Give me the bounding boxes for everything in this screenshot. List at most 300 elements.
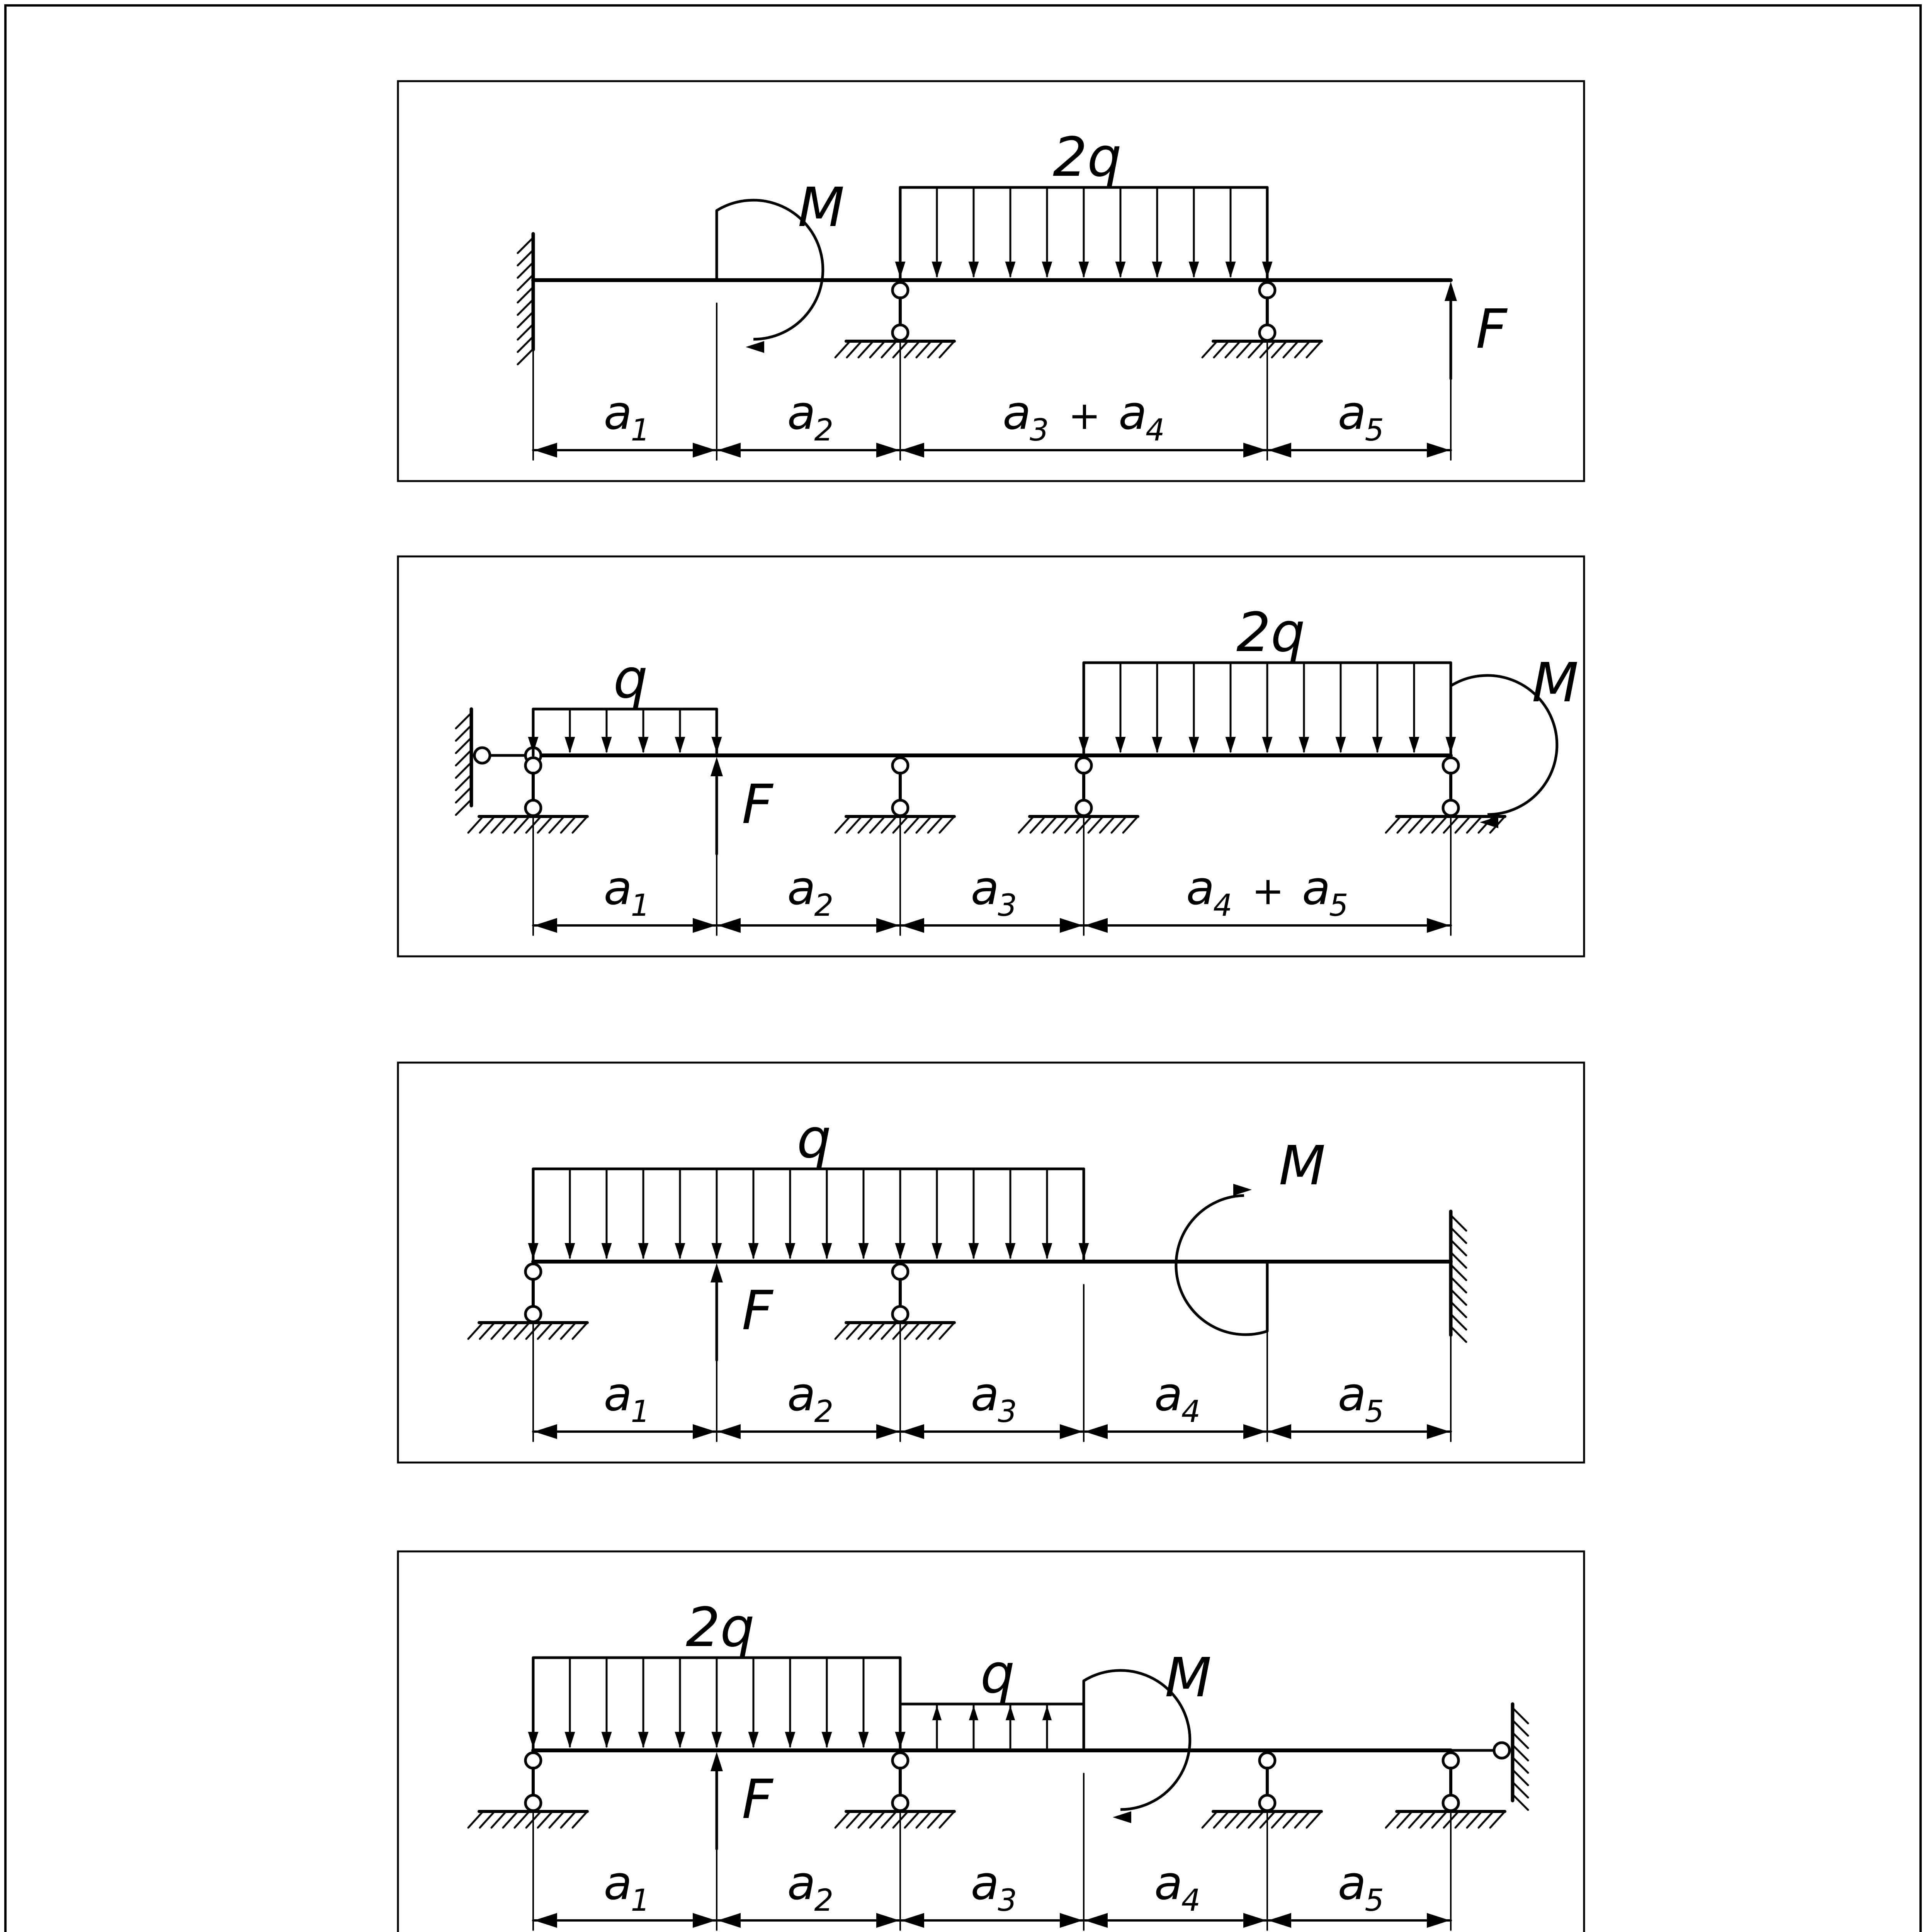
beam-panel-4 [398, 1551, 1584, 1932]
hatch-stroke [491, 1811, 506, 1828]
wall-hatch [518, 312, 533, 327]
arrow-head [602, 737, 612, 753]
arrow-head [1243, 1424, 1266, 1439]
span-index: 3 [998, 1883, 1017, 1918]
force-F [711, 1263, 774, 1360]
arrow-head [712, 1243, 722, 1259]
span-letter: a [603, 386, 632, 440]
support-bottom-hinge [1443, 1795, 1459, 1811]
arrow-head [602, 1732, 612, 1748]
arrow-head [1042, 262, 1052, 278]
force-label: F [742, 773, 773, 836]
arrow-head [712, 1732, 722, 1748]
hatch-stroke [549, 1811, 564, 1828]
wall-hatch [1513, 1745, 1528, 1760]
dimension-line [533, 386, 1451, 457]
arrow-head [932, 262, 942, 278]
support-top-hinge [892, 282, 908, 298]
span-index: 5 [1365, 1883, 1384, 1918]
hatch-stroke [835, 1323, 850, 1339]
span-label [604, 1368, 650, 1429]
hatch-stroke [916, 1811, 931, 1828]
hatch-stroke [882, 341, 896, 357]
hatch-stroke [1479, 1811, 1493, 1828]
arrow-head [1409, 737, 1419, 753]
wall-hatch [1451, 1289, 1466, 1305]
hatch-stroke [916, 1323, 931, 1339]
hatch-stroke [1432, 1811, 1447, 1828]
hatch-stroke [538, 1811, 552, 1828]
wall-hatch [1513, 1794, 1528, 1810]
moment-M [1084, 1646, 1212, 1823]
arrow-head [565, 1732, 575, 1748]
arrow-head [717, 918, 741, 933]
support-top-hinge [1443, 1753, 1459, 1768]
span-letter: a [1186, 862, 1215, 915]
hatch-stroke [858, 816, 873, 833]
support-bottom-hinge [525, 800, 541, 816]
arrow-head [1427, 918, 1450, 933]
span-letter: a [971, 862, 1000, 915]
arrow-head [693, 918, 716, 933]
hatch-stroke [940, 341, 954, 357]
hatch-stroke [1455, 816, 1470, 833]
span-letter: a [603, 1857, 632, 1910]
hatch-stroke [870, 341, 885, 357]
span-letter: a [603, 1368, 632, 1422]
arrow-head [876, 1424, 899, 1439]
wall-hatch [518, 324, 533, 340]
arrow-head [1060, 1913, 1083, 1928]
span-letter: a [1119, 386, 1147, 440]
arrow-head [1115, 262, 1126, 278]
hatch-stroke [480, 816, 495, 833]
hatch-stroke [870, 816, 885, 833]
arrow-head [1299, 737, 1309, 753]
hatch-stroke [1054, 816, 1068, 833]
hatch-stroke [916, 816, 931, 833]
wall-hatch [518, 262, 533, 278]
span-index: 1 [631, 1883, 650, 1918]
hinged-support [835, 282, 954, 357]
arrow-head [1243, 1913, 1266, 1928]
wall-hatch [518, 275, 533, 290]
hatch-stroke [1042, 816, 1057, 833]
arrow-head [1113, 1811, 1131, 1823]
hatch-stroke [573, 816, 587, 833]
arrow-head [717, 1424, 741, 1439]
hinged-support [1386, 1753, 1505, 1828]
arrow-head [1268, 1913, 1291, 1928]
arrow-head [1060, 918, 1083, 933]
arrow-head [534, 443, 557, 457]
hatch-stroke [1421, 1811, 1435, 1828]
hatch-stroke [940, 1323, 954, 1339]
span-index: 4 [1181, 1395, 1201, 1429]
arrow-head [1243, 443, 1266, 457]
span-index: 1 [631, 888, 650, 923]
arrow-head [1079, 737, 1089, 753]
arrow-head [1079, 1243, 1089, 1259]
force-label: F [742, 1768, 773, 1831]
hatch-stroke [503, 1811, 518, 1828]
arrow-head [901, 443, 924, 457]
span-label [787, 862, 834, 923]
span-index: 1 [631, 1395, 650, 1429]
span-index: 1 [631, 413, 650, 448]
arrow-head [746, 341, 764, 353]
load-label: 2q [1236, 601, 1305, 664]
arrow-head [1085, 1424, 1108, 1439]
arrow-head [675, 737, 685, 753]
hatch-stroke [928, 816, 943, 833]
wall-hatch [1513, 1733, 1528, 1748]
moment-label: M [1532, 651, 1579, 714]
span-label [971, 1368, 1017, 1429]
dimension-line [533, 1368, 1451, 1439]
hatch-stroke [1249, 341, 1263, 357]
link-hinge [1494, 1743, 1510, 1758]
hatch-stroke [882, 816, 896, 833]
arrow-head [693, 1913, 716, 1928]
distributed-load [528, 648, 722, 755]
hatch-stroke [1202, 341, 1217, 357]
beam-panel-3 [398, 1063, 1584, 1463]
hatch-stroke [491, 816, 506, 833]
distributed-load [528, 1107, 1089, 1262]
span-label [1338, 1368, 1384, 1429]
arrow-head [528, 1732, 539, 1748]
hatch-stroke [1214, 341, 1229, 357]
span-plus: + [1252, 868, 1284, 913]
hatch-stroke [561, 1323, 576, 1339]
hatch-stroke [549, 1323, 564, 1339]
hatch-stroke [480, 1323, 495, 1339]
span-label [604, 1857, 650, 1918]
arrow-head [785, 1732, 796, 1748]
arrow-head [1427, 1424, 1450, 1439]
hatch-stroke [468, 1323, 483, 1339]
wall-hatch [1451, 1252, 1466, 1268]
support-bottom-hinge [892, 325, 908, 340]
wall-hatch [1451, 1265, 1466, 1280]
hatch-stroke [538, 1323, 552, 1339]
wall-hatch [456, 787, 471, 803]
wall-hatch [518, 250, 533, 265]
arrow-head [969, 262, 979, 278]
support-top-hinge [892, 758, 908, 773]
dimension-line [533, 862, 1451, 933]
hatch-stroke [1409, 1811, 1424, 1828]
span-index: 4 [1146, 413, 1165, 448]
span-letter: a [1154, 1857, 1183, 1910]
span-label [1003, 386, 1165, 448]
force-label: F [742, 1279, 773, 1342]
arrow-head [1042, 1706, 1052, 1720]
hatch-stroke [905, 341, 920, 357]
span-index: 3 [998, 888, 1017, 923]
hatch-stroke [847, 1323, 862, 1339]
arrow-head [1268, 443, 1291, 457]
force-F [711, 757, 774, 854]
hatch-stroke [847, 1811, 862, 1828]
wall-hatch [1451, 1314, 1466, 1330]
hatch-stroke [1272, 341, 1287, 357]
hatch-stroke [905, 1323, 920, 1339]
arrow-head [528, 1243, 539, 1259]
hatch-stroke [1226, 341, 1240, 357]
arrow-head [602, 1243, 612, 1259]
arrow-head [1226, 737, 1236, 753]
moment-label: M [1279, 1134, 1326, 1197]
wall-hatch [1451, 1302, 1466, 1317]
hatch-stroke [916, 341, 931, 357]
arrow-head [895, 1243, 906, 1259]
hatch-stroke [928, 1811, 943, 1828]
hatch-stroke [1490, 1811, 1505, 1828]
span-index: 4 [1181, 1883, 1201, 1918]
arrow-head [693, 443, 716, 457]
arrow-head [1445, 282, 1457, 301]
span-letter: a [1154, 1368, 1183, 1422]
support-bottom-hinge [892, 800, 908, 816]
wall-hatch [1513, 1708, 1528, 1723]
hatch-stroke [882, 1811, 896, 1828]
hatch-stroke [928, 1323, 943, 1339]
arrow-head [1005, 1243, 1016, 1259]
hatch-stroke [940, 1811, 954, 1828]
arrow-head [565, 737, 575, 753]
force-F [1445, 282, 1508, 379]
moment-arc [1176, 1196, 1267, 1335]
support-bottom-hinge [525, 1306, 541, 1322]
force-F [711, 1752, 774, 1849]
span-index: 2 [814, 413, 834, 448]
arrow-head [785, 1243, 796, 1259]
arrow-head [638, 1732, 649, 1748]
span-label [1154, 1857, 1201, 1918]
wall-hatch [518, 299, 533, 315]
arrow-head [565, 1243, 575, 1259]
arrow-head [711, 1263, 723, 1282]
wall-hatch [518, 238, 533, 253]
hatch-stroke [1295, 341, 1310, 357]
hatch-stroke [1307, 341, 1321, 357]
support-top-hinge [525, 1753, 541, 1768]
hatch-stroke [480, 1811, 495, 1828]
arrow-head [675, 1732, 685, 1748]
wall-hatch [518, 337, 533, 352]
distributed-load [895, 126, 1273, 280]
hatch-stroke [1283, 1811, 1298, 1828]
hatch-stroke [835, 816, 850, 833]
wall-hatch [1451, 1240, 1466, 1255]
wall-hatch [456, 713, 471, 728]
hatch-stroke [491, 1323, 506, 1339]
hatch-stroke [1467, 1811, 1482, 1828]
force-label: F [1476, 298, 1507, 361]
support-top-hinge [1443, 758, 1459, 773]
arrow-head [748, 1732, 759, 1748]
moment-M [1176, 1134, 1326, 1335]
hatch-stroke [1123, 816, 1138, 833]
hatch-stroke [835, 341, 850, 357]
hatch-stroke [1112, 816, 1126, 833]
arrow-head [1005, 262, 1016, 278]
hatch-stroke [940, 816, 954, 833]
support-bottom-hinge [1260, 325, 1275, 340]
span-label [1338, 1857, 1384, 1918]
wall-hatch [456, 738, 471, 753]
wall-hatch [456, 799, 471, 815]
wall-hatch [518, 349, 533, 364]
hatch-stroke [882, 1323, 896, 1339]
span-label [1154, 1368, 1201, 1429]
span-letter: a [971, 1857, 1000, 1910]
hatch-stroke [503, 816, 518, 833]
hatch-stroke [1019, 816, 1034, 833]
span-letter: a [787, 386, 816, 440]
hatch-stroke [1237, 341, 1252, 357]
distributed-load [1079, 601, 1456, 755]
wall-hatch [456, 750, 471, 765]
arrow-head [1085, 1913, 1108, 1928]
hatch-stroke [1409, 816, 1424, 833]
arrow-head [1060, 1424, 1083, 1439]
span-letter: a [787, 1368, 816, 1422]
wall-hatch [1451, 1215, 1466, 1231]
support-top-hinge [892, 1753, 908, 1768]
hinged-support [468, 1753, 587, 1828]
wall-hatch [518, 287, 533, 303]
support-top-hinge [525, 1264, 541, 1279]
arrow-head [1336, 737, 1346, 753]
span-letter: a [787, 862, 816, 915]
span-index: 5 [1365, 413, 1384, 448]
span-label [787, 1857, 834, 1918]
dimension-line [533, 1857, 1451, 1928]
arrow-head [638, 737, 649, 753]
load-label: 2q [1053, 126, 1122, 189]
hatch-stroke [1214, 1811, 1229, 1828]
arrow-head [901, 1913, 924, 1928]
hatch-stroke [1226, 1811, 1240, 1828]
arrow-head [858, 1732, 869, 1748]
load-label: q [797, 1107, 831, 1170]
arrow-head [876, 443, 899, 457]
hatch-stroke [847, 341, 862, 357]
arrow-head [638, 1243, 649, 1259]
hatch-stroke [573, 1811, 587, 1828]
arrow-head [932, 1706, 942, 1720]
hatch-stroke [1397, 816, 1412, 833]
arrow-head [534, 918, 557, 933]
wall-hatch [1513, 1782, 1528, 1798]
arrow-head [1152, 262, 1163, 278]
arrow-head [1427, 1913, 1450, 1928]
load-label: 2q [686, 1596, 755, 1659]
span-index: 2 [814, 888, 834, 923]
span-index: 5 [1329, 888, 1348, 923]
support-bottom-hinge [525, 1795, 541, 1811]
arrow-head [534, 1913, 557, 1928]
arrow-head [876, 918, 899, 933]
hinged-support [1202, 282, 1321, 357]
span-letter: a [1338, 1368, 1367, 1422]
arrow-head [1372, 737, 1383, 753]
wall-hatch [456, 762, 471, 778]
arrow-head [711, 757, 723, 776]
span-letter: a [1302, 862, 1331, 915]
hatch-stroke [928, 341, 943, 357]
hatch-stroke [1432, 816, 1447, 833]
hatch-stroke [538, 816, 552, 833]
support-bottom-hinge [1076, 800, 1091, 816]
arrow-head [1233, 1184, 1252, 1196]
arrow-head [1042, 1243, 1052, 1259]
hatch-stroke [847, 816, 862, 833]
hatch-stroke [870, 1811, 885, 1828]
arrow-head [876, 1913, 899, 1928]
hinged-support [468, 1264, 587, 1339]
hatch-stroke [515, 1811, 529, 1828]
wall-hatch [1513, 1757, 1528, 1773]
hatch-stroke [1455, 1811, 1470, 1828]
wall-hatch [1451, 1228, 1466, 1243]
moment-label: M [1165, 1646, 1212, 1709]
wall-hatch [1513, 1720, 1528, 1736]
hatch-stroke [858, 1323, 873, 1339]
hinged-support [835, 1264, 954, 1339]
span-label [604, 862, 650, 923]
hatch-stroke [573, 1323, 587, 1339]
wall-hatch [456, 725, 471, 741]
hatch-stroke [905, 1811, 920, 1828]
hinged-support [1019, 758, 1138, 833]
hatch-stroke [1237, 1811, 1252, 1828]
arrow-head [1152, 737, 1163, 753]
arrow-head [932, 1243, 942, 1259]
span-index: 2 [814, 1883, 834, 1918]
span-label [787, 1368, 834, 1429]
hatch-stroke [1030, 816, 1045, 833]
arrow-head [1480, 816, 1498, 828]
support-top-hinge [1260, 282, 1275, 298]
arrow-head [1079, 262, 1089, 278]
hatch-stroke [561, 816, 576, 833]
hatch-stroke [858, 1811, 873, 1828]
hatch-stroke [1283, 341, 1298, 357]
arrow-head [675, 1243, 685, 1259]
hatch-stroke [468, 816, 483, 833]
hatch-stroke [1421, 816, 1435, 833]
span-index: 4 [1213, 888, 1232, 923]
hatch-stroke [468, 1811, 483, 1828]
sheet-frame [5, 5, 1921, 1932]
span-letter: a [1338, 386, 1367, 440]
support-bottom-hinge [1260, 1795, 1275, 1811]
hatch-stroke [835, 1811, 850, 1828]
arrow-head [1427, 443, 1450, 457]
support-top-hinge [1260, 1753, 1275, 1768]
beam-panel-1 [398, 81, 1584, 481]
hatch-stroke [1249, 1811, 1263, 1828]
arrow-head [1262, 262, 1273, 278]
arrow-head [717, 1913, 741, 1928]
link-hinge [474, 748, 490, 763]
arrow-head [822, 1243, 832, 1259]
hatch-stroke [515, 1323, 529, 1339]
